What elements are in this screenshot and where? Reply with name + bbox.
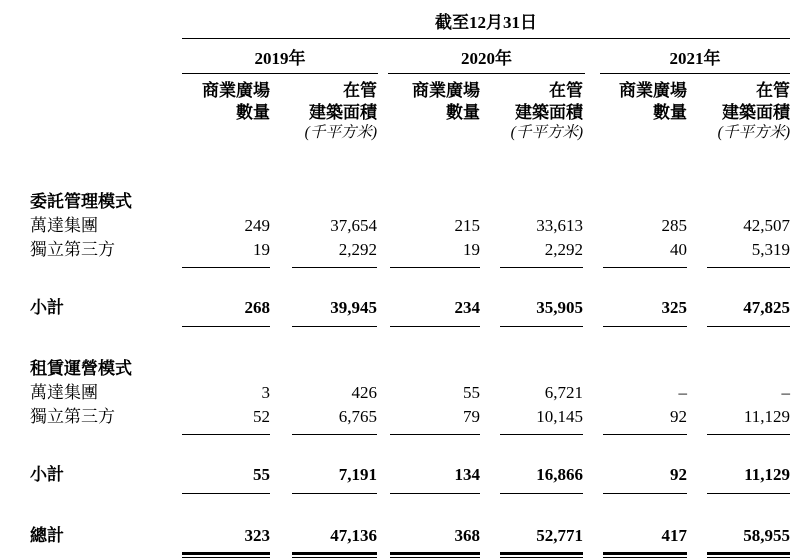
cell-value: 5,319 bbox=[707, 238, 790, 268]
cell-value: 19 bbox=[390, 238, 480, 268]
cell-value: 55 bbox=[463, 383, 480, 402]
double-rule-bottom bbox=[30, 557, 790, 558]
year-header-2021: 2021年 bbox=[600, 44, 790, 74]
cell-value: 52,771 bbox=[500, 524, 583, 555]
header-gfa-unit: (千平方米) bbox=[304, 124, 377, 141]
cell-value: 2,292 bbox=[500, 238, 583, 268]
header-plaza-count-line2: 數量 bbox=[446, 103, 480, 122]
section-heading-label: 租賃運營模式 bbox=[30, 359, 132, 378]
table-row-wanda-group bbox=[30, 381, 790, 405]
header-plaza-count-line1: 商業廣場 bbox=[202, 81, 270, 100]
header-plaza-count-line1: 商業廣場 bbox=[619, 81, 687, 100]
header-managed-gfa-line2: 建築面積 bbox=[722, 103, 790, 122]
cell-value: 268 bbox=[182, 296, 270, 327]
cell-value: 37,654 bbox=[330, 216, 377, 235]
header-managed-gfa-line2: 建築面積 bbox=[309, 103, 377, 122]
section-heading-entrusted-management bbox=[30, 190, 790, 214]
cell-value: 39,945 bbox=[292, 296, 377, 327]
managed-gfa-table bbox=[30, 8, 790, 558]
cell-value: 134 bbox=[390, 463, 480, 494]
table-title: 截至12月31日 bbox=[182, 8, 790, 39]
cell-value: 55 bbox=[182, 463, 270, 494]
cell-value: 16,866 bbox=[500, 463, 583, 494]
header-plaza-count-2019 bbox=[182, 80, 270, 142]
header-plaza-count-line2: 數量 bbox=[236, 103, 270, 122]
cell-value: 58,955 bbox=[707, 524, 790, 555]
cell-value: 249 bbox=[244, 216, 270, 235]
year-header-row bbox=[182, 39, 790, 74]
table-row-independent-third-party bbox=[30, 405, 790, 435]
cell-value: 323 bbox=[182, 524, 270, 555]
cell-value: 19 bbox=[182, 238, 270, 268]
row-label: 總計 bbox=[30, 526, 64, 545]
row-label: 萬達集團 bbox=[30, 216, 98, 235]
cell-value: 6,721 bbox=[544, 383, 583, 402]
year-header-2020: 2020年 bbox=[388, 44, 585, 74]
row-label: 獨立第三方 bbox=[30, 407, 115, 426]
row-label: 獨立第三方 bbox=[30, 240, 115, 259]
header-managed-gfa-2019 bbox=[292, 80, 377, 142]
header-plaza-count-line1: 商業廣場 bbox=[412, 81, 480, 100]
label-column-spacer bbox=[30, 80, 182, 142]
header-managed-gfa-line2: 建築面積 bbox=[515, 103, 583, 122]
cell-value: – bbox=[678, 383, 687, 402]
cell-value: 33,613 bbox=[536, 216, 583, 235]
table-row-independent-third-party bbox=[30, 238, 790, 268]
header-plaza-count-2021 bbox=[603, 80, 687, 142]
cell-value: 2,292 bbox=[292, 238, 377, 268]
cell-value: 7,191 bbox=[292, 463, 377, 494]
cell-value: 47,136 bbox=[292, 524, 377, 555]
header-gfa-unit: (千平方米) bbox=[510, 124, 583, 141]
table-row-wanda-group bbox=[30, 214, 790, 238]
table-row-grand-total bbox=[30, 524, 790, 555]
cell-value: 11,129 bbox=[707, 463, 790, 494]
year-header-2019: 2019年 bbox=[182, 44, 378, 74]
cell-value: 92 bbox=[603, 405, 687, 435]
header-managed-gfa-line1: 在管 bbox=[343, 81, 377, 100]
cell-value: 35,905 bbox=[500, 296, 583, 327]
header-plaza-count-line2: 數量 bbox=[653, 103, 687, 122]
header-managed-gfa-line1: 在管 bbox=[756, 81, 790, 100]
cell-value: 47,825 bbox=[707, 296, 790, 327]
cell-value: 234 bbox=[390, 296, 480, 327]
cell-value: 40 bbox=[603, 238, 687, 268]
column-header-row bbox=[30, 74, 790, 142]
cell-value: 325 bbox=[603, 296, 687, 327]
header-managed-gfa-2020 bbox=[500, 80, 583, 142]
row-label: 萬達集團 bbox=[30, 383, 98, 402]
cell-value: 11,129 bbox=[707, 405, 790, 435]
row-label: 小計 bbox=[30, 298, 64, 317]
table-row-subtotal-entrusted bbox=[30, 296, 790, 327]
header-gfa-unit: (千平方米) bbox=[717, 124, 790, 141]
cell-value: 285 bbox=[661, 216, 687, 235]
cell-value: 52 bbox=[182, 405, 270, 435]
cell-value: 6,765 bbox=[292, 405, 377, 435]
cell-value: 79 bbox=[390, 405, 480, 435]
cell-value: – bbox=[781, 383, 790, 402]
section-heading-label: 委託管理模式 bbox=[30, 192, 132, 211]
section-heading-leasing-operation bbox=[30, 357, 790, 381]
header-managed-gfa-2021 bbox=[707, 80, 790, 142]
cell-value: 3 bbox=[261, 383, 270, 402]
row-label: 小計 bbox=[30, 465, 64, 484]
header-plaza-count-2020 bbox=[390, 80, 480, 142]
cell-value: 92 bbox=[603, 463, 687, 494]
cell-value: 426 bbox=[351, 383, 377, 402]
cell-value: 417 bbox=[603, 524, 687, 555]
cell-value: 10,145 bbox=[500, 405, 583, 435]
cell-value: 42,507 bbox=[743, 216, 790, 235]
table-row-subtotal-leasing bbox=[30, 463, 790, 494]
cell-value: 368 bbox=[390, 524, 480, 555]
header-managed-gfa-line1: 在管 bbox=[549, 81, 583, 100]
cell-value: 215 bbox=[454, 216, 480, 235]
